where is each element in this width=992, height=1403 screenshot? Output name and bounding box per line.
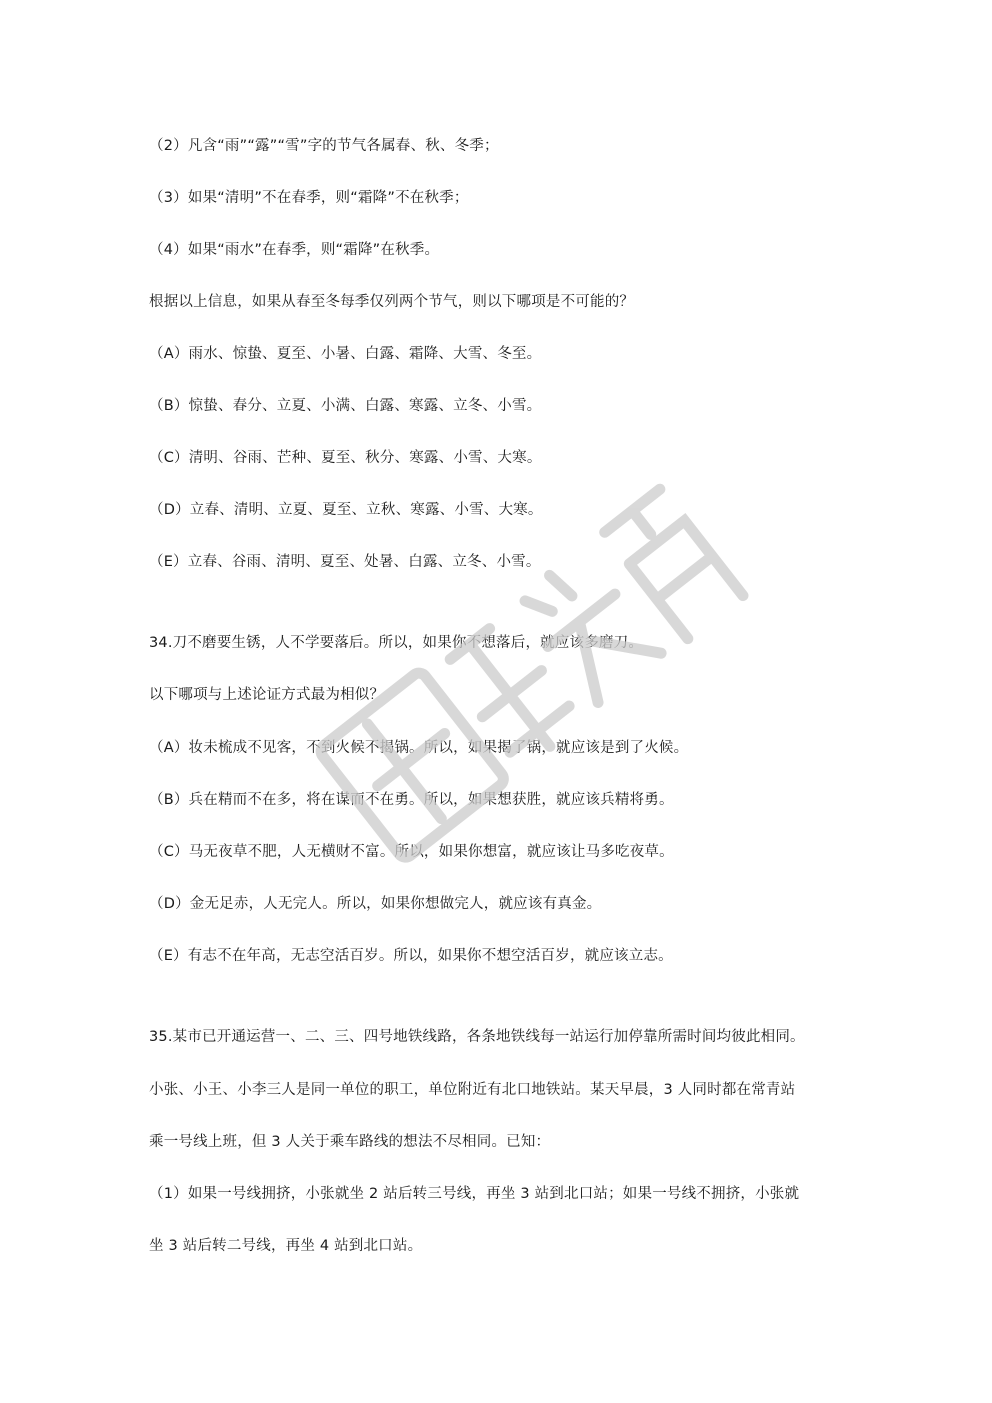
q33-condition-4: （4）如果“雨水”在春季，则“霜降”在秋季。 — [149, 242, 440, 258]
q34-option-a: （A）妆未梳成不见客，不到火候不揭锅。所以，如果揭了锅，就应该是到了火候。 — [149, 740, 689, 756]
q33-condition-3: （3）如果“清明”不在春季，则“霜降”不在秋季； — [149, 190, 469, 206]
q35-condition-1a: （1）如果一号线拥挤，小张就坐 2 站后转三号线，再坐 3 站到北口站；如果一号线不拥挤，小张就 — [149, 1186, 800, 1202]
q35-line-1: 35.某市已开通运营一、二、三、四号地铁线路，各条地铁线每一站运行加停靠所需时间均彼此相同。 — [149, 1029, 805, 1045]
q35-line-2: 小张、小王、小李三人是同一单位的职工，单位附近有北口地铁站。某天早晨，3 人同时都在常青站 — [149, 1082, 796, 1098]
q33-option-b: （B）惊蛰、春分、立夏、小满、白露、寒露、立冬、小雪。 — [149, 398, 542, 414]
q35-line-3: 乘一号线上班，但 3 人关于乘车路线的想法不尽相同。已知： — [149, 1134, 551, 1150]
q34-option-e: （E）有志不在年高，无志空活百岁。所以，如果你不想空活百岁，就应该立志。 — [149, 948, 673, 964]
q33-option-e: （E）立春、谷雨、清明、夏至、处暑、白露、立冬、小雪。 — [149, 554, 541, 570]
q35-condition-1b: 坐 3 站后转二号线，再坐 4 站到北口站。 — [149, 1238, 423, 1254]
q33-option-c: （C）清明、谷雨、芒种、夏至、秋分、寒露、小雪、大寒。 — [149, 450, 542, 466]
q33-question: 根据以上信息，如果从春至冬每季仅列两个节气，则以下哪项是不可能的？ — [149, 294, 635, 310]
q34-option-b: （B）兵在精而不在多，将在谋而不在勇。所以，如果想获胜，就应该兵精将勇。 — [149, 792, 674, 808]
q34-option-c: （C）马无夜草不肥，人无横财不富。所以，如果你想富，就应该让马多吃夜草。 — [149, 844, 674, 860]
q34-stem: 34.刀不磨要生锈，人不学要落后。所以，如果你不想落后，就应该多磨刀。 — [149, 635, 644, 651]
q34-option-d: （D）金无足赤，人无完人。所以，如果你想做完人，就应该有真金。 — [149, 896, 602, 912]
q33-condition-2: （2）凡含“雨”“露”“雪”字的节气各属春、秋、冬季； — [149, 138, 499, 154]
q33-option-a: （A）雨水、惊蛰、夏至、小暑、白露、霜降、大雪、冬至。 — [149, 346, 542, 362]
q33-option-d: （D）立春、清明、立夏、夏至、立秋、寒露、小雪、大寒。 — [149, 502, 543, 518]
q34-question: 以下哪项与上述论证方式最为相似？ — [149, 687, 385, 703]
